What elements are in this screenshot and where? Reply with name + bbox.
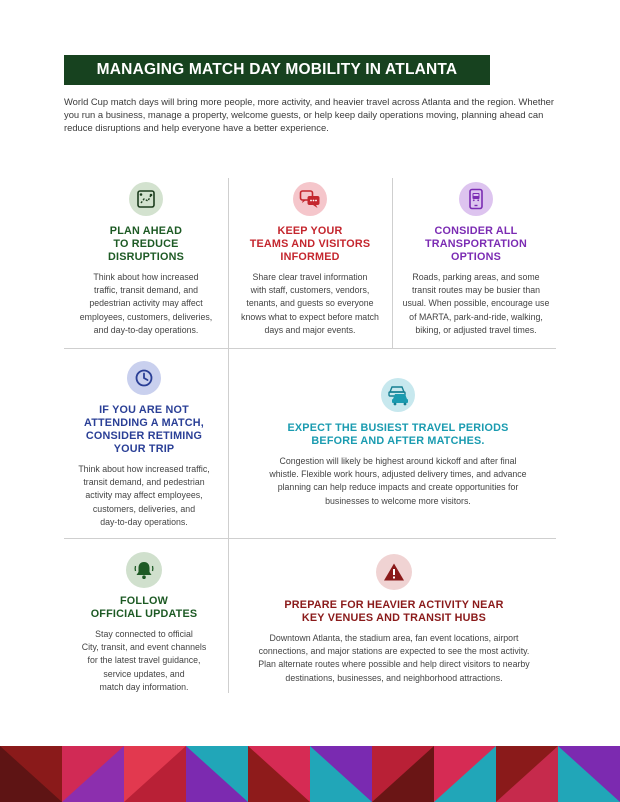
clock-icon xyxy=(127,361,161,395)
divider xyxy=(64,538,556,539)
traffic-cars-icon xyxy=(381,378,415,412)
page-title: MANAGING MATCH DAY MOBILITY IN ATLANTA xyxy=(64,55,490,85)
divider xyxy=(64,348,556,349)
map-route-icon xyxy=(129,182,163,216)
section-body: Downtown Atlanta, the stadium area, fan event locations, airport connections, and major stations are expected to see the most activity. Plan alternate routes where possible and help direct visitors to nearby destinations, businesses, and neighborhood attractions. xyxy=(258,633,530,683)
bell-icon xyxy=(126,552,162,588)
section-heading: PLAN AHEAD TO REDUCE DISRUPTIONS xyxy=(108,225,184,263)
section-heading: KEEP YOUR TEAMS AND VISITORS INFORMED xyxy=(249,225,371,263)
intro-paragraph: World Cup match days will bring more people, more activity, and heavier travel across Atlanta and the region. Whether you run a business, manage a property, welcome guests, or help keep daily operations moving, planning ahead can reduce disruptions and help everyone have a better experience. xyxy=(64,96,554,133)
section-official-updates xyxy=(62,552,226,694)
section-busiest-periods xyxy=(232,378,564,508)
section-keep-informed xyxy=(230,182,390,337)
section-transportation xyxy=(394,182,558,337)
phone-bus-icon xyxy=(459,182,493,216)
section-heading: PREPARE FOR HEAVIER ACTIVITY NEAR KEY VENUES AND TRANSIT HUBS xyxy=(284,599,504,624)
section-heading: CONSIDER ALL TRANSPORTATION OPTIONS xyxy=(425,225,527,263)
section-body: Think about how increased traffic, transit demand, and pedestrian activity may affect employees, customers, deliveries, and day-to-day operations. xyxy=(79,272,213,335)
section-plan-ahead xyxy=(66,182,226,337)
section-body: Share clear travel information with staff, customers, vendors, tenants, and guests so everyone knows what to expect before match days and major events. xyxy=(241,272,379,335)
section-body: Stay connected to official City, transit, and event channels for the latest travel guidance, service updates, and match day information. xyxy=(81,629,207,692)
section-body: Think about how increased traffic, transit demand, and pedestrian activity may affect employees, customers, deliveries, and day-to-day operations. xyxy=(78,464,210,527)
decorative-footer-band xyxy=(0,746,620,802)
section-heading: FOLLOW OFFICIAL UPDATES xyxy=(90,595,198,620)
divider xyxy=(392,178,393,348)
section-heading: EXPECT THE BUSIEST TRAVEL PERIODS BEFORE AND AFTER MATCHES. xyxy=(287,422,509,447)
divider xyxy=(228,178,229,348)
section-heading: IF YOU ARE NOT ATTENDING A MATCH, CONSIDER RETIMING YOUR TRIP xyxy=(84,404,204,455)
section-body: Roads, parking areas, and some transit routes may be busier than usual. When possible, encourage use of MARTA, park-and-ride, walking, biking, or adjusted travel times. xyxy=(402,272,550,335)
chat-bubbles-icon xyxy=(293,182,327,216)
section-body: Congestion will likely be highest around kickoff and after final whistle. Flexible work hours, adjusted delivery times, and advance planning can help reduce impacts and create opportunities for businesses to welcome more visitors. xyxy=(269,456,527,506)
section-key-venues xyxy=(228,554,560,685)
section-retime-trip xyxy=(60,361,228,529)
warning-icon xyxy=(376,554,412,590)
